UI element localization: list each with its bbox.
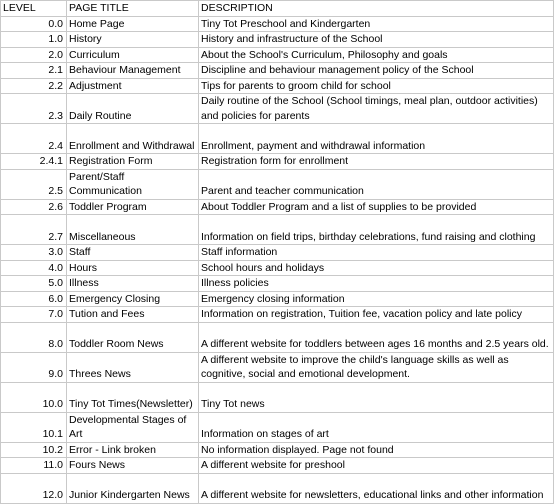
- page-title-cell[interactable]: Tution and Fees: [67, 307, 199, 323]
- table-row: [1, 78, 554, 94]
- description-cell[interactable]: Staff information: [199, 245, 554, 261]
- page-title-cell[interactable]: Toddler Room News: [67, 322, 199, 352]
- table-row: [1, 32, 554, 48]
- page-title-cell[interactable]: Daily Routine: [67, 94, 199, 124]
- table-row: [1, 63, 554, 79]
- level-cell[interactable]: 0.0: [1, 16, 67, 32]
- level-cell[interactable]: 6.0: [1, 291, 67, 307]
- page-title-cell[interactable]: Home Page: [67, 16, 199, 32]
- table-row: [1, 260, 554, 276]
- table-row: [1, 291, 554, 307]
- table-row: [1, 124, 554, 154]
- level-cell[interactable]: 2.3: [1, 94, 67, 124]
- column-header-description: DESCRIPTION: [199, 1, 554, 17]
- column-header-page-title: PAGE TITLE: [67, 1, 199, 17]
- description-cell[interactable]: Tiny Tot news: [199, 382, 554, 412]
- level-cell[interactable]: 10.2: [1, 442, 67, 458]
- table-row: [1, 382, 554, 412]
- page-title-cell[interactable]: Miscellaneous: [67, 215, 199, 245]
- page-title-cell[interactable]: Curriculum: [67, 47, 199, 63]
- page-title-cell[interactable]: Registration Form: [67, 154, 199, 170]
- page-title-cell[interactable]: Parent/Staff Communication: [67, 169, 199, 199]
- page-title-cell[interactable]: Toddler Program: [67, 199, 199, 215]
- level-cell[interactable]: 7.0: [1, 307, 67, 323]
- table-row: [1, 352, 554, 382]
- table-row: [1, 16, 554, 32]
- level-cell[interactable]: 2.2: [1, 78, 67, 94]
- level-cell[interactable]: 9.0: [1, 352, 67, 382]
- page-title-cell[interactable]: Staff: [67, 245, 199, 261]
- page-title-cell[interactable]: History: [67, 32, 199, 48]
- table-row: [1, 473, 554, 503]
- description-cell[interactable]: A different website for newsletters, educational links and other information: [199, 473, 554, 503]
- table-row: [1, 458, 554, 474]
- level-cell[interactable]: 5.0: [1, 276, 67, 292]
- level-cell[interactable]: 12.0: [1, 473, 67, 503]
- page-title-cell[interactable]: Threes News: [67, 352, 199, 382]
- column-header-level: LEVEL: [1, 1, 67, 17]
- level-cell[interactable]: 2.1: [1, 63, 67, 79]
- description-cell[interactable]: Registration form for enrollment: [199, 154, 554, 170]
- description-cell[interactable]: About Toddler Program and a list of supplies to be provided: [199, 199, 554, 215]
- page-title-cell[interactable]: Developmental Stages of Art: [67, 412, 199, 442]
- description-cell[interactable]: A different website for toddlers between ages 16 months and 2.5 years old.: [199, 322, 554, 352]
- description-cell[interactable]: Information on stages of art: [199, 412, 554, 442]
- description-cell[interactable]: Enrollment, payment and withdrawal information: [199, 124, 554, 154]
- page-title-cell[interactable]: Hours: [67, 260, 199, 276]
- table-row: [1, 215, 554, 245]
- description-cell[interactable]: Illness policies: [199, 276, 554, 292]
- table-row: [1, 245, 554, 261]
- description-cell[interactable]: School hours and holidays: [199, 260, 554, 276]
- level-cell[interactable]: 2.0: [1, 47, 67, 63]
- description-cell[interactable]: Discipline and behaviour management policy of the School: [199, 63, 554, 79]
- description-cell[interactable]: Parent and teacher communication: [199, 169, 554, 199]
- level-cell[interactable]: 4.0: [1, 260, 67, 276]
- level-cell[interactable]: 11.0: [1, 458, 67, 474]
- level-cell[interactable]: 2.5: [1, 169, 67, 199]
- table-row: [1, 199, 554, 215]
- level-cell[interactable]: 10.0: [1, 382, 67, 412]
- table-row: [1, 307, 554, 323]
- table-row: [1, 412, 554, 442]
- description-cell[interactable]: No information displayed. Page not found: [199, 442, 554, 458]
- level-cell[interactable]: 3.0: [1, 245, 67, 261]
- table-row: [1, 322, 554, 352]
- level-cell[interactable]: 10.1: [1, 412, 67, 442]
- description-cell[interactable]: About the School's Curriculum, Philosophy and goals: [199, 47, 554, 63]
- page-title-cell[interactable]: Emergency Closing: [67, 291, 199, 307]
- description-cell[interactable]: Tips for parents to groom child for school: [199, 78, 554, 94]
- level-cell[interactable]: 2.4.1: [1, 154, 67, 170]
- description-cell[interactable]: Information on registration, Tuition fee, vacation policy and late policy: [199, 307, 554, 323]
- table-row: [1, 442, 554, 458]
- level-cell[interactable]: 2.6: [1, 199, 67, 215]
- table-row: [1, 47, 554, 63]
- description-cell[interactable]: Emergency closing information: [199, 291, 554, 307]
- page-title-cell[interactable]: Fours News: [67, 458, 199, 474]
- header-row: [1, 1, 554, 17]
- table-row: [1, 169, 554, 199]
- level-cell[interactable]: 8.0: [1, 322, 67, 352]
- page-title-cell[interactable]: Enrollment and Withdrawal: [67, 124, 199, 154]
- table-row: [1, 94, 554, 124]
- description-cell[interactable]: Information on field trips, birthday celebrations, fund raising and clothing: [199, 215, 554, 245]
- page-title-cell[interactable]: Junior Kindergarten News: [67, 473, 199, 503]
- description-cell[interactable]: Tiny Tot Preschool and Kindergarten: [199, 16, 554, 32]
- description-cell[interactable]: A different website for preshool: [199, 458, 554, 474]
- description-cell[interactable]: Daily routine of the School (School timings, meal plan, outdoor activities) and policies for parents: [199, 94, 554, 124]
- description-cell[interactable]: History and infrastructure of the School: [199, 32, 554, 48]
- table-row: [1, 154, 554, 170]
- table-row: [1, 276, 554, 292]
- page-title-cell[interactable]: Behaviour Management: [67, 63, 199, 79]
- level-cell[interactable]: 1.0: [1, 32, 67, 48]
- table-body: [1, 16, 554, 503]
- level-cell[interactable]: 2.4: [1, 124, 67, 154]
- description-cell[interactable]: A different website to improve the child's language skills as well as cognitive, social and emotional development.: [199, 352, 554, 382]
- page-title-cell[interactable]: Error - Link broken: [67, 442, 199, 458]
- level-cell[interactable]: 2.7: [1, 215, 67, 245]
- page-title-cell[interactable]: Tiny Tot Times(Newsletter): [67, 382, 199, 412]
- page-title-cell[interactable]: Illness: [67, 276, 199, 292]
- page-title-cell[interactable]: Adjustment: [67, 78, 199, 94]
